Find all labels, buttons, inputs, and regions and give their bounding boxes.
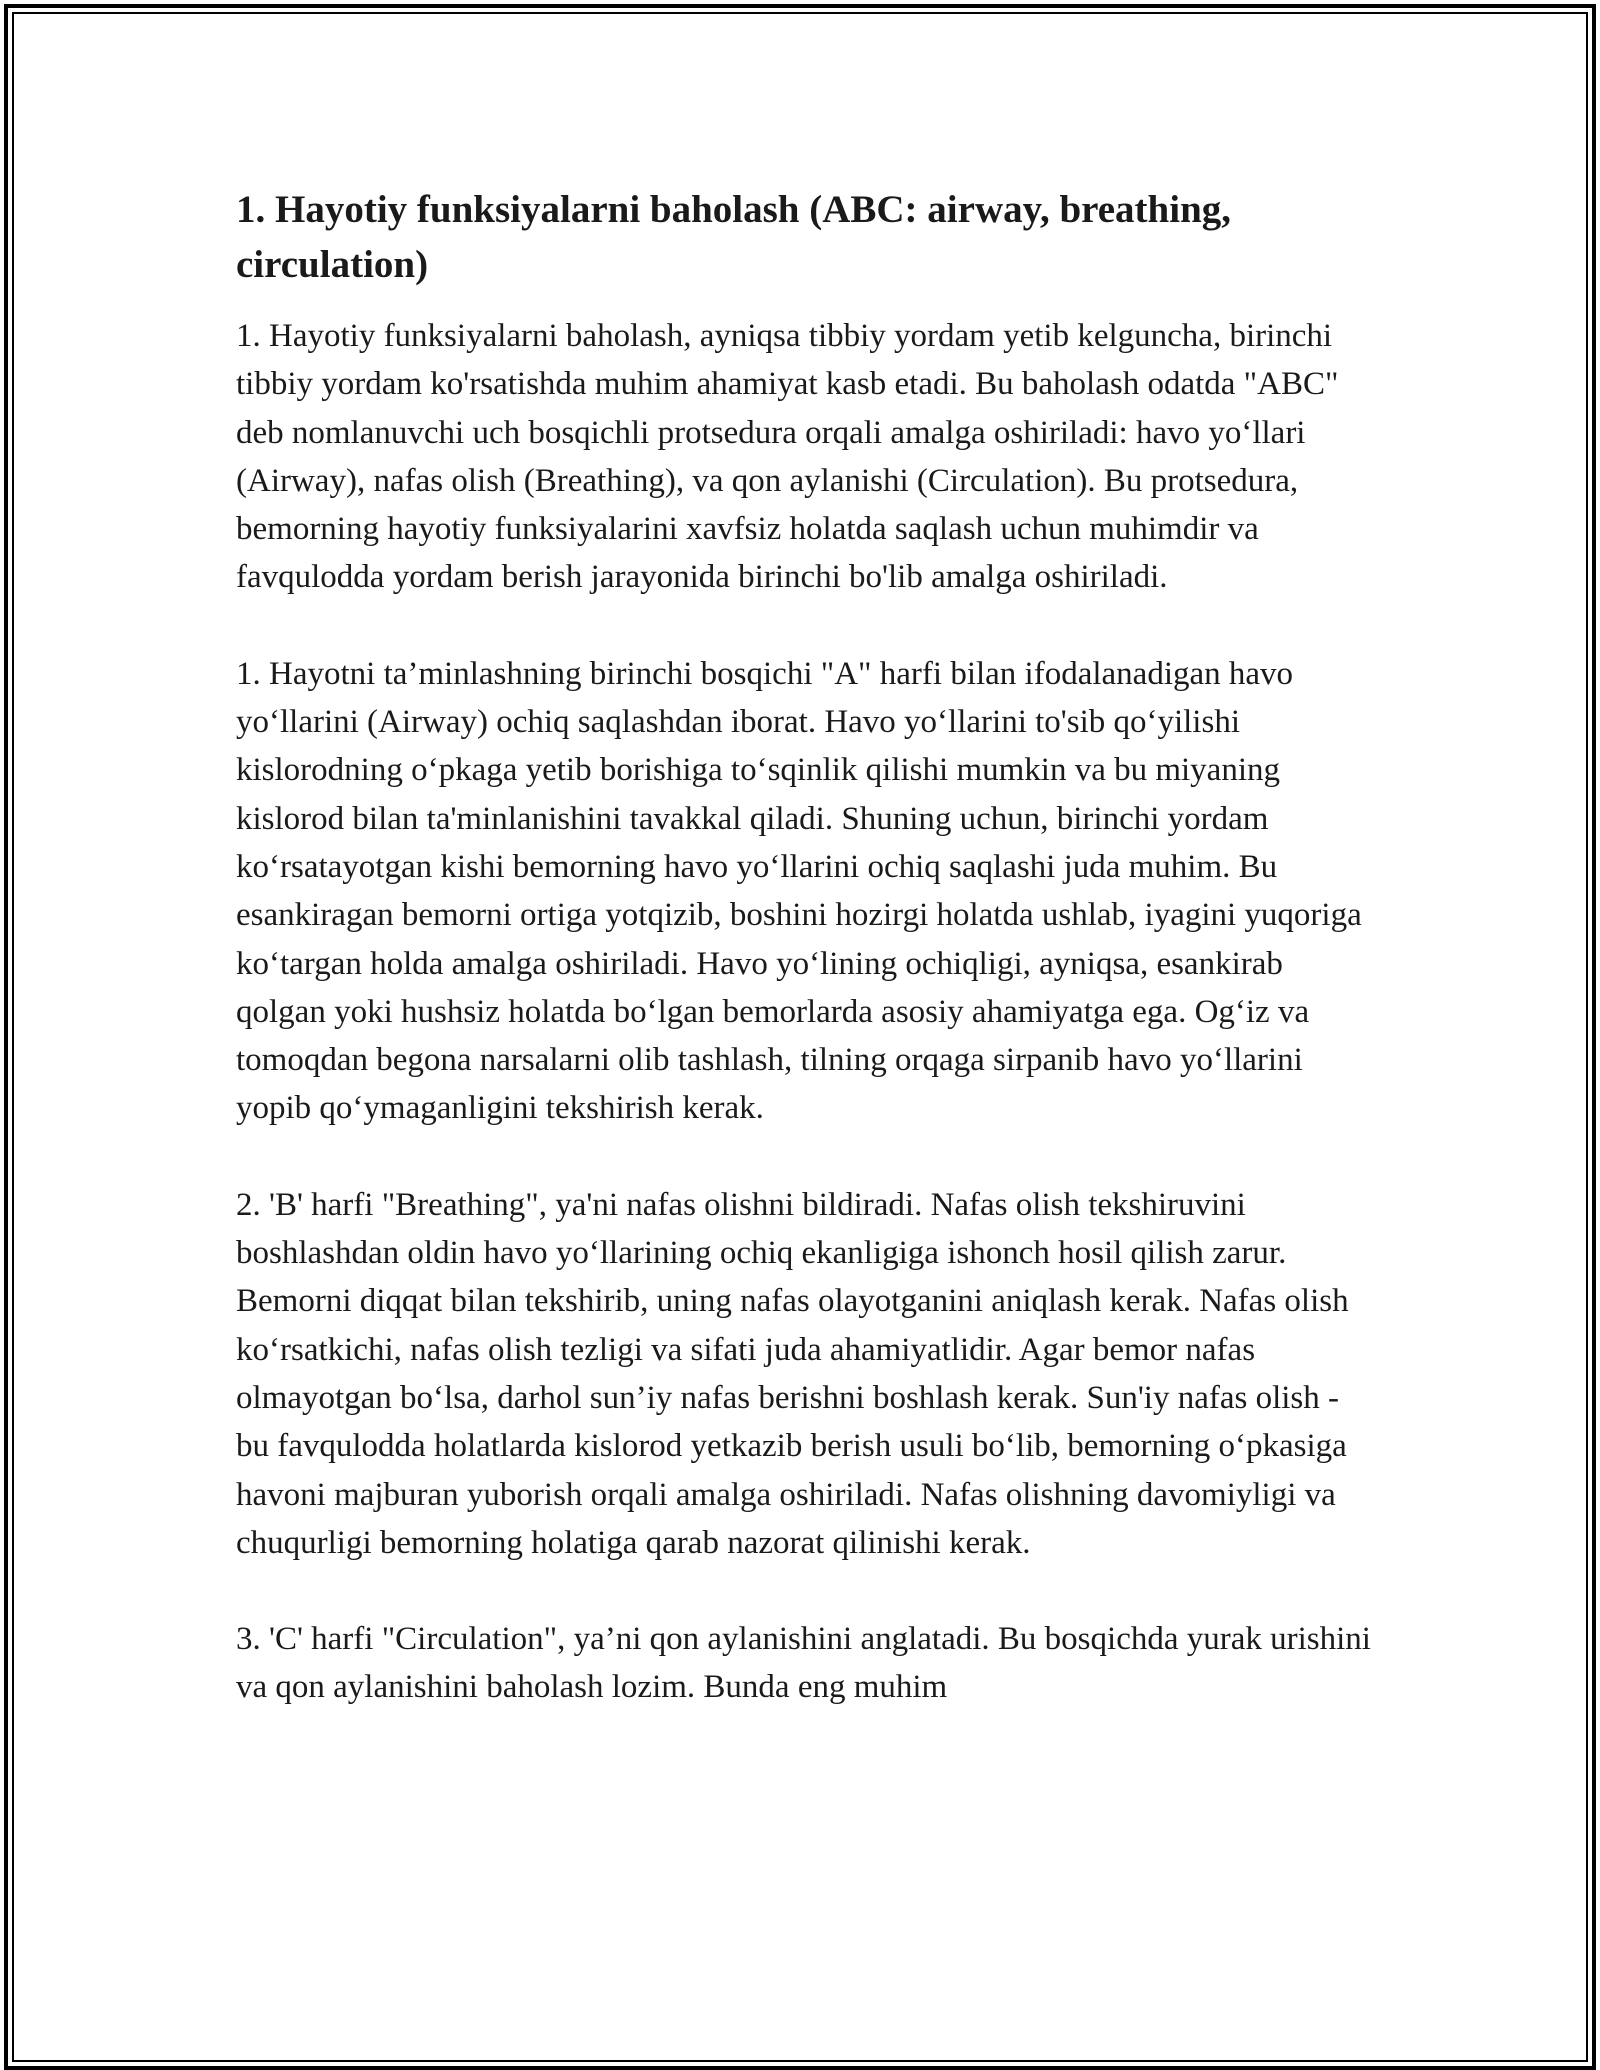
paragraph-intro: 1. Hayotiy funksiyalarni baholash, ayniqsa tibbiy yordam yetib kelguncha, birinchi tibbiy yordam ko'rsatishda muhim ahamiyat kasb etadi. Bu baholash odatda "ABC" deb nomlanuvchi uch bosqichli protsedura orqali amalga oshiriladi: havo yo‘llari (Airway), nafas olish (Breathing), va qon aylanishi (Circulation). Bu protsedura, bemorning hayotiy funksiyalarini xavfsiz holatda saqlash uchun muhimdir va favqulodda yordam berish jarayonida birinchi bo'lib amalga oshiriladi. — [236, 318, 1339, 596]
section-heading: 1. Hayotiy funksiyalarni baholash (ABC: airway, breathing, circulation) — [236, 188, 1232, 286]
paragraph-airway: 1. Hayotni ta’minlashning birinchi bosqichi "A" harfi bilan ifodalanadigan havo yo‘llarini (Airway) ochiq saqlashdan iborat. Havo yo‘llarini to'sib qo‘yilishi kislorodning o‘pkaga yetib borishiga to‘sqinlik qilishi mumkin va bu miyaning kislorod bilan ta'minlanishini tavakkal qiladi. Shuning uchun, birinchi yordam ko‘rsatayotgan kishi bemorning havo yo‘llarini ochiq saqlashi juda muhim. Bu esankiragan bemorni ortiga yotqizib, boshini hozirgi holatda ushlab, iyagini yuqoriga ko‘targan holda amalga oshiriladi. Havo yo‘lining ochiqligi, ayniqsa, esankirab qolgan yoki hushsiz holatda bo‘lgan bemorlarda asosiy ahamiyatga ega. Og‘iz va tomoqdan begona narsalarni olib tashlash, tilning orqaga sirpanib havo yo‘llarini yopib qo‘ymaganligini tekshirish kerak. — [236, 655, 1362, 1127]
paragraph-circulation: 3. 'C' harfi "Circulation", ya’ni qon aylanishini anglatadi. Bu bosqichda yurak urishini va qon aylanishini baholash lozim. Bunda eng muhim — [236, 1621, 1371, 1706]
document-body — [236, 182, 1372, 1760]
paragraph-breathing: 2. 'B' harfi "Breathing", ya'ni nafas olishni bildiradi. Nafas olish tekshiruvini boshlashdan oldin havo yo‘llarining ochiq ekanligiga ishonch hosil qilish zarur. Bemorni diqqat bilan tekshirib, uning nafas olayotganini aniqlash kerak. Nafas olish ko‘rsatkichi, nafas olish tezligi va sifati juda ahamiyatlidir. Agar bemor nafas olmayotgan bo‘lsa, darhol sun’iy nafas berishni boshlash kerak. Sun'iy nafas olish - bu favqulodda holatlarda kislorod yetkazib berish usuli bo‘lib, bemorning o‘pkasiga havoni majburan yuborish orqali amalga oshiriladi. Nafas olishning davomiyligi va chuqurligi bemorning holatiga qarab nazorat qilinishi kerak. — [236, 1186, 1349, 1561]
